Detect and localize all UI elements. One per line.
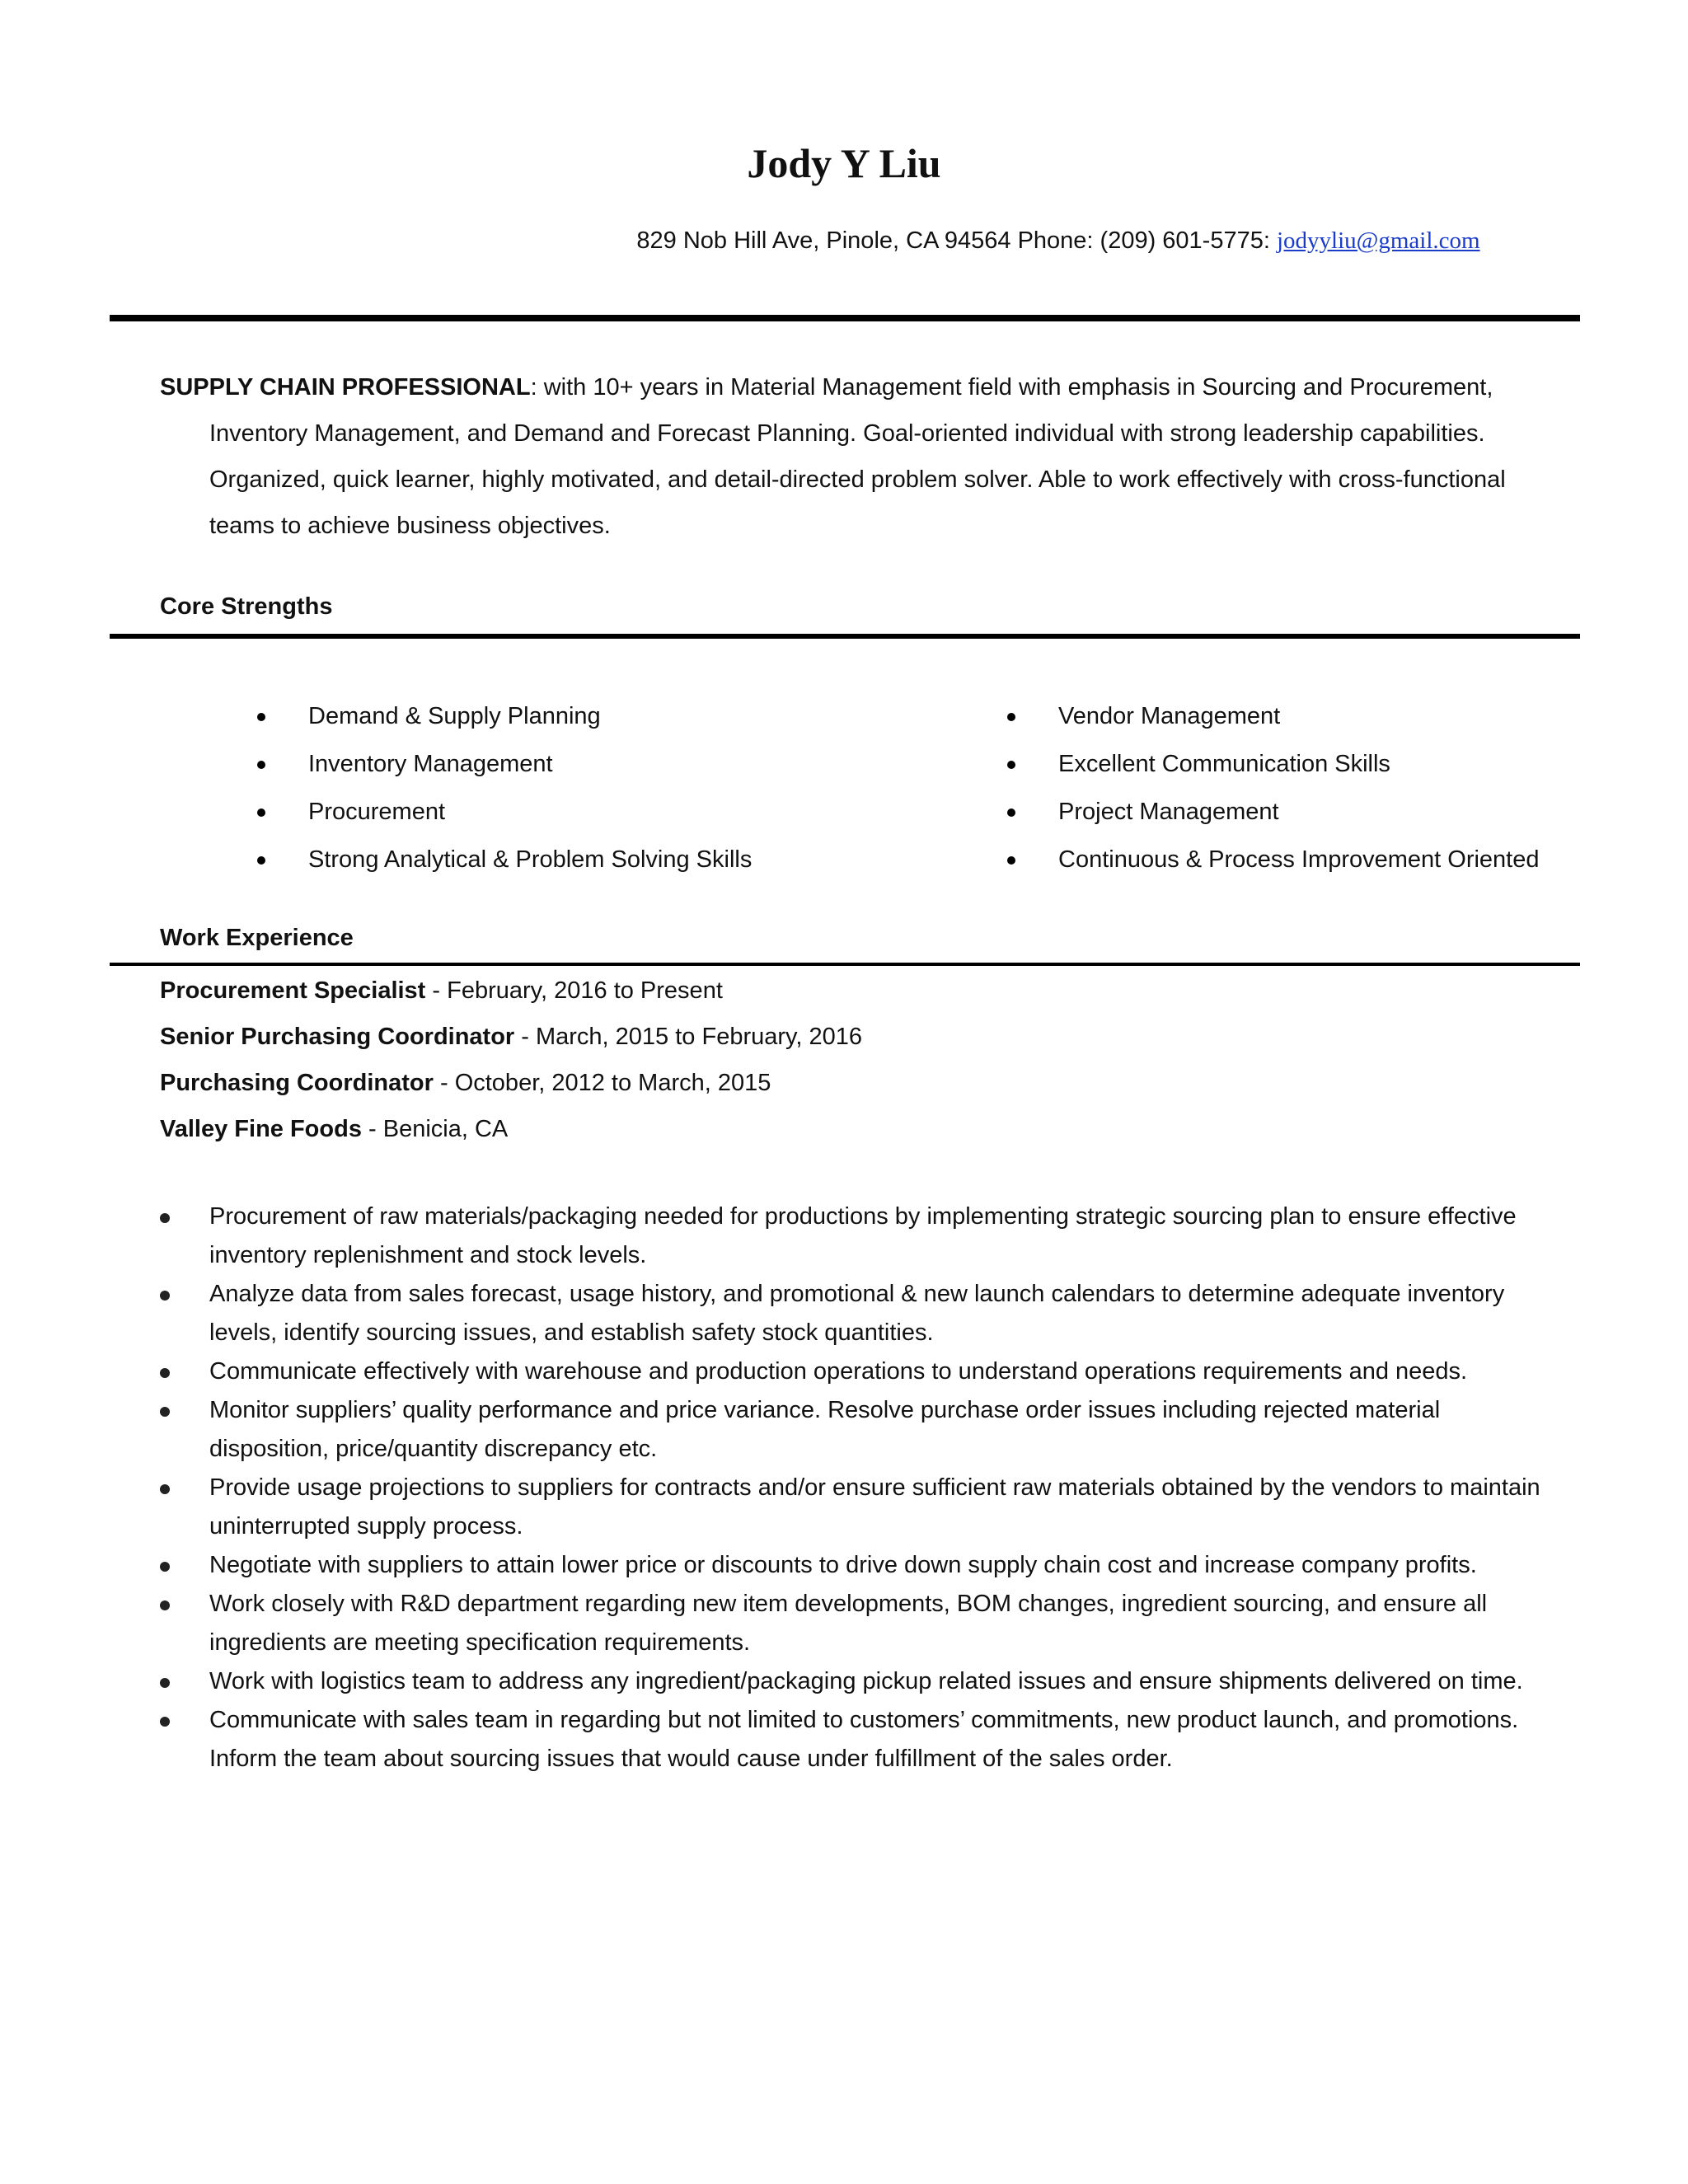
responsibility-item: Analyze data from sales forecast, usage history, and promotional & new launch calendars to determine adequate inventory levels, identify sourcing issues, and establish safety stock quantities. [160,1275,1561,1352]
candidate-name: Jody Y Liu [747,140,941,186]
bullet-icon [257,761,265,769]
bullet-icon [160,1368,170,1378]
bullet-icon [160,1678,170,1688]
responsibility-item: Communicate with sales team in regarding but not limited to customers’ commitments, new product launch, and promotions. Inform the team about sourcing issues that would cause under fulfillment of the sales order. [160,1701,1561,1779]
bullet-icon [1007,808,1015,817]
responsibility-item: Work closely with R&D department regarding new item developments, BOM changes, ingredient sourcing, and ensure all ingredients are meeting specification requirements. [160,1585,1561,1662]
bullet-icon [160,1484,170,1494]
job-entry [160,968,862,1014]
bullet-icon [160,1717,170,1727]
job-title: Senior Purchasing Coordinator [160,1024,515,1050]
strength-item: Project Management [997,788,1540,836]
strength-item: Strong Analytical & Problem Solving Skills [247,836,752,883]
responsibility-item: Monitor suppliers’ quality performance and price variance. Resolve purchase order issues including rejected material disposition, price/quantity discrepancy etc. [160,1391,1561,1469]
bullet-icon [257,856,265,865]
email-link[interactable]: jodyyliu@gmail.com [1276,227,1480,254]
job-list [160,968,862,1152]
job-dates: - March, 2015 to February, 2016 [514,1024,863,1050]
strength-item: Excellent Communication Skills [997,740,1540,788]
responsibilities-list [160,1197,1561,1779]
summary-heading: SUPPLY CHAIN PROFESSIONAL [160,374,531,401]
job-dates: - February, 2016 to Present [425,977,723,1004]
job-entry [160,1060,862,1106]
bullet-icon [257,713,265,721]
bullet-icon [160,1601,170,1610]
employer-name: Valley Fine Foods [160,1116,362,1142]
strength-item: Procurement [247,788,752,836]
contact-address-phone: 829 Nob Hill Ave, Pinole, CA 94564 Phone: (209) 601-5775: [636,227,1277,254]
strengths-right-column [997,692,1540,883]
strength-item: Inventory Management [247,740,752,788]
bullet-icon [160,1213,170,1223]
work-experience-heading: Work Experience [160,925,354,951]
contact-line [0,224,1688,257]
work-experience-divider [110,963,1580,966]
responsibility-item: Communicate effectively with warehouse and production operations to understand operations requirements and needs. [160,1352,1561,1391]
employer-location: - Benicia, CA [361,1116,509,1142]
header-divider [110,315,1580,321]
summary-first-line: : with 10+ years in Material Management field with emphasis in Sourcing and Procurement, [530,374,1493,401]
core-strengths-divider [110,634,1580,639]
job-entry [160,1014,862,1060]
bullet-icon [160,1291,170,1301]
summary-body: Inventory Management, and Demand and Forecast Planning. Goal-oriented individual with strong leadership capabilities. Organized, quick learner, highly motivated, and detail-directed problem solver. Able to work effectively with cross-functional teams to achieve business objectives. [209,420,1506,539]
strength-item: Vendor Management [997,692,1540,740]
job-title: Purchasing Coordinator [160,1070,434,1096]
bullet-icon [1007,713,1015,721]
job-title: Procurement Specialist [160,977,426,1004]
bullet-icon [1007,856,1015,865]
responsibility-item: Negotiate with suppliers to attain lower price or discounts to drive down supply chain cost and increase company profits. [160,1546,1561,1585]
strengths-left-column [247,692,752,883]
responsibility-item: Work with logistics team to address any ingredient/packaging pickup related issues and ensure shipments delivered on time. [160,1662,1561,1701]
job-dates: - October, 2012 to March, 2015 [433,1070,771,1096]
strength-item: Continuous & Process Improvement Oriented [997,836,1540,883]
bullet-icon [257,808,265,817]
employer-entry [160,1106,862,1152]
core-strengths-heading: Core Strengths [160,593,333,620]
bullet-icon [1007,761,1015,769]
strength-item: Demand & Supply Planning [247,692,752,740]
responsibility-item: Provide usage projections to suppliers for contracts and/or ensure sufficient raw materials obtained by the vendors to maintain uninterrupted supply process. [160,1469,1561,1546]
bullet-icon [160,1562,170,1572]
responsibility-item: Procurement of raw materials/packaging needed for productions by implementing strategic sourcing plan to ensure effective inventory replenishment and stock levels. [160,1197,1561,1275]
bullet-icon [160,1407,170,1417]
professional-summary [160,364,1561,549]
